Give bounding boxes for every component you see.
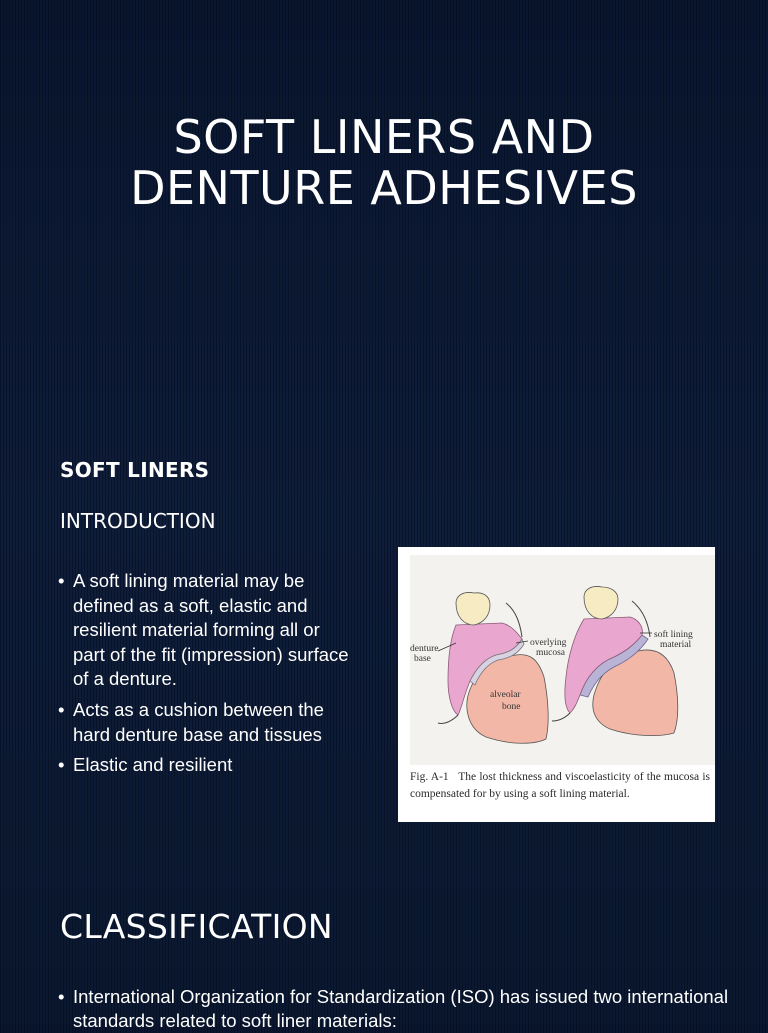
bullet-item: • Acts as a cushion between the hard denture base and tissues <box>56 698 356 747</box>
classification-heading: CLASSIFICATION <box>60 907 333 946</box>
label-overlying-mucosa-1: overlying <box>530 638 567 648</box>
figure-caption-lead: Fig. A-1 <box>410 771 449 783</box>
denture-figure <box>398 547 715 822</box>
figure-caption <box>410 769 710 803</box>
section-heading: SOFT LINERS <box>60 458 210 482</box>
title-line-2: DENTURE ADHESIVES <box>130 161 638 215</box>
intro-bullet-list <box>56 569 356 784</box>
label-soft-lining-2: material <box>660 640 692 650</box>
label-denture-base-1: denture <box>410 644 439 654</box>
presentation-title <box>0 112 768 214</box>
classification-bullet-list <box>56 985 768 1033</box>
label-overlying-mucosa-2: mucosa <box>536 648 566 658</box>
label-denture-base-2: base <box>414 654 431 664</box>
sub-heading: INTRODUCTION <box>60 509 216 533</box>
label-alveolar-bone-1: alveolar <box>490 690 521 700</box>
denture-diagram <box>398 547 715 769</box>
bullet-item: • Elastic and resilient <box>56 753 356 778</box>
bullet-item: • A soft lining material may be defined as a soft, elastic and resilient material forming all or part of the fit (impression) surface of a denture. <box>56 569 356 692</box>
figure-caption-text: The lost thickness and viscoelasticity of the mucosa is compensated for by using a soft lining material. <box>410 771 710 800</box>
title-line-1: SOFT LINERS AND <box>173 110 595 164</box>
label-alveolar-bone-2: bone <box>502 702 521 712</box>
bullet-item: • International Organization for Standardization (ISO) has issued two international standards related to soft liner materials: <box>73 985 768 1033</box>
label-soft-lining-1: soft lining <box>654 630 693 640</box>
